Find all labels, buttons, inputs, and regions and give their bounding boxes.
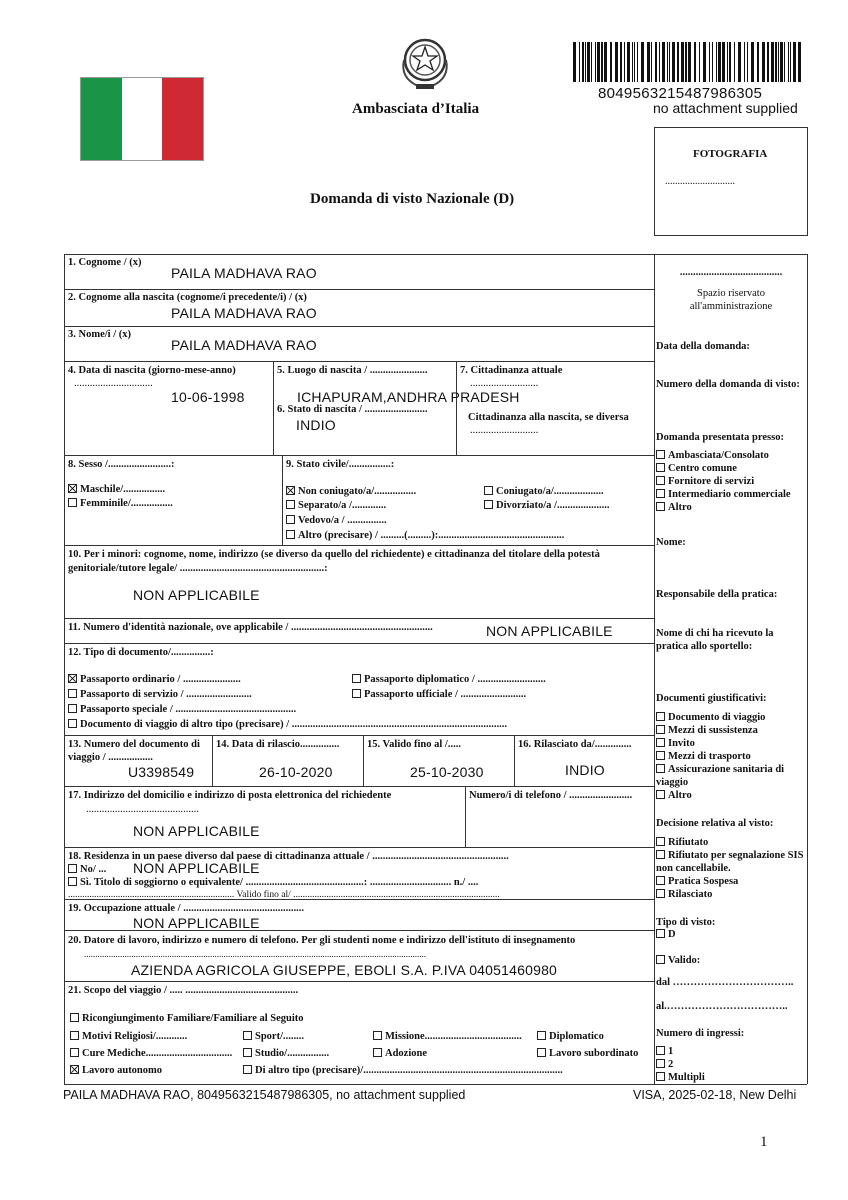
checked-box-icon: [70, 1065, 79, 1074]
barcode-bar: [651, 42, 652, 82]
barcode: [571, 42, 803, 82]
barcode-bar: [662, 42, 665, 82]
residence-yes-option[interactable]: Sì. Titolo di soggiorno o equivalente/ .............................................: ............................... n./ ....: [68, 876, 478, 889]
purpose-employed-option[interactable]: Lavoro subordinato: [537, 1047, 638, 1060]
barcode-bar: [790, 42, 791, 82]
barcode-bar: [620, 42, 622, 82]
birth-date-dots: ..............................: [74, 378, 153, 389]
sidebar-visa-type: Tipo di visto:: [656, 917, 716, 928]
sidebar-decision: Decisione relativa al visto:: [656, 818, 774, 829]
checkbox-icon: [537, 1031, 546, 1040]
sex-female-option[interactable]: Femminile/................: [68, 497, 173, 510]
doc-invitation-option[interactable]: Invito: [656, 738, 695, 751]
barcode-bar: [688, 42, 691, 82]
barcode-bar: [727, 42, 728, 82]
valid-until-label: 15. Valido fino al /.....: [367, 739, 461, 750]
sidebar-number: Numero della domanda di visto:: [656, 379, 800, 390]
doc-insurance-option[interactable]: Assicurazione sanitaria di viaggio: [656, 764, 785, 788]
visa-type-d-option[interactable]: D: [656, 929, 676, 942]
checkbox-icon: [68, 719, 77, 728]
checkbox-icon: [656, 489, 665, 498]
issue-date-label: 14. Data di rilascio...............: [216, 739, 340, 750]
barcode-bar: [615, 42, 618, 82]
italian-flag: [80, 77, 204, 161]
presented-other-option[interactable]: Altro: [656, 502, 692, 515]
barcode-bar: [699, 42, 700, 82]
doc-special-option[interactable]: Passaporto speciale / ..............................................: [68, 703, 296, 716]
guardian-label-line2: genitoriale/tutore legale/ .......................................................:: [68, 563, 328, 574]
entries-1-option[interactable]: 1: [656, 1046, 673, 1059]
barcode-bar: [582, 42, 584, 82]
barcode-bar: [647, 42, 650, 82]
civil-widowed-option[interactable]: Vedovo/a / ...............: [286, 514, 387, 527]
barcode-bar: [775, 42, 777, 82]
purpose-label: 21. Scopo del viaggio / ..... ...........................................: [68, 985, 299, 996]
visa-valid-option[interactable]: Valido:: [656, 955, 700, 968]
barcode-bar: [747, 42, 748, 82]
barcode-note: no attachment supplied: [653, 100, 798, 116]
barcode-bar: [632, 42, 633, 82]
barcode-bar: [703, 42, 706, 82]
national-id-label: 11. Numero d'identità nazionale, ove applicabile / ......................................................: [68, 622, 433, 633]
barcode-bar: [767, 42, 769, 82]
doc-transport-option[interactable]: Mezzi di trasporto: [656, 751, 751, 764]
citizenship-label: 7. Cittadinanza attuale: [460, 365, 563, 376]
sidebar-date: Data della domanda:: [656, 341, 750, 352]
photo-dots: ............................: [665, 176, 735, 187]
checkbox-icon: [68, 689, 77, 698]
citizenship-dots: ..........................: [470, 378, 539, 389]
civil-single-option[interactable]: Non coniugato/a/................: [286, 485, 416, 498]
barcode-bar: [610, 42, 612, 82]
residence-label: 18. Residenza in un paese diverso dal paese di cittadinanza attuale / ....................................................: [68, 851, 509, 862]
doc-other-option[interactable]: Documento di viaggio di altro tipo (precisare) / ..................................................................................: [68, 718, 507, 731]
passport-number-label-2: viaggio / .................: [68, 752, 153, 763]
phone-label: Numero/i di telefono / ........................: [469, 790, 633, 801]
barcode-bar: [780, 42, 783, 82]
birth-place-label: 5. Luogo di nascita / ......................: [277, 365, 428, 376]
barcode-bar: [762, 42, 765, 82]
photo-box: [654, 127, 808, 236]
decision-issued-option[interactable]: Rilasciato: [656, 889, 712, 902]
employer-value: AZIENDA AGRICOLA GIUSEPPE, EBOLI S.A. P.IVA 04051460980: [131, 962, 558, 978]
barcode-bar: [672, 42, 675, 82]
purpose-other-option[interactable]: Di altro tipo (precisare)/............................................................................: [243, 1064, 563, 1077]
residence-no-option[interactable]: No/ ...: [68, 863, 106, 876]
checkbox-icon: [656, 751, 665, 760]
checkbox-icon: [656, 764, 665, 773]
barcode-bar: [685, 42, 687, 82]
decision-refused-option[interactable]: Rifiutato: [656, 837, 708, 850]
checkbox-icon: [656, 837, 665, 846]
doc-means-option[interactable]: Mezzi di sussistenza: [656, 725, 758, 738]
civil-other-option[interactable]: Altro (precisare) / .........(.........):................................................: [286, 529, 564, 542]
barcode-bar: [681, 42, 684, 82]
checked-box-icon: [68, 674, 77, 683]
checkbox-icon: [373, 1031, 382, 1040]
purpose-study-option[interactable]: Studio/................: [243, 1047, 329, 1060]
national-id-value: NON APPLICABILE: [486, 623, 613, 639]
barcode-bar: [579, 42, 580, 82]
sidebar-name: Nome:: [656, 537, 686, 548]
checkbox-icon: [656, 850, 665, 859]
presented-provider-option[interactable]: Fornitore di servizi: [656, 476, 754, 489]
checkbox-icon: [656, 1046, 665, 1055]
emblem-icon: [396, 30, 454, 94]
checkbox-icon: [656, 929, 665, 938]
valid-until-value: 25-10-2030: [410, 764, 484, 780]
barcode-bar: [716, 42, 717, 82]
checkbox-icon: [68, 877, 77, 886]
issue-date-value: 26-10-2020: [259, 764, 333, 780]
barcode-bar: [597, 42, 600, 82]
checkbox-icon: [656, 725, 665, 734]
barcode-bar: [659, 42, 660, 82]
checkbox-icon: [656, 738, 665, 747]
checkbox-icon: [656, 790, 665, 799]
purpose-diplomatic-option[interactable]: Diplomatico: [537, 1030, 604, 1043]
page-number: 1: [760, 1134, 768, 1150]
doc-diplomatic-option[interactable]: Passaporto diplomatico / ..........................: [352, 673, 546, 686]
checkbox-icon: [286, 530, 295, 539]
barcode-bar: [585, 42, 586, 82]
sidebar-valid-from: dal ……………………………..: [656, 977, 794, 988]
barcode-bar: [778, 42, 779, 82]
checked-box-icon: [68, 484, 77, 493]
checkbox-icon: [656, 502, 665, 511]
purpose-religious-option[interactable]: Motivi Religiosi/............: [70, 1030, 187, 1043]
barcode-bar: [624, 42, 625, 82]
barcode-bar: [627, 42, 630, 82]
birth-country-label: 6. Stato di nascita / ........................: [277, 404, 428, 415]
barcode-bar: [601, 42, 603, 82]
barcode-bar: [744, 42, 745, 82]
birth-place-value: ICHAPURAM,ANDHRA PRADESH: [297, 389, 520, 405]
barcode-bar: [637, 42, 638, 82]
presented-intermediary-option[interactable]: Intermediario commerciale: [656, 489, 791, 502]
sidebar-valid-to: al.……………………………..: [656, 1001, 788, 1012]
embassy-name: Ambasciata d’Italia: [352, 101, 480, 117]
birth-country-value: INDIO: [296, 417, 336, 433]
residence-valid-until: ...................................................................... Valido fino al/ .......................................................................................: [68, 890, 500, 900]
doc-service-option[interactable]: Passaporto di servizio / .........................: [68, 688, 252, 701]
decision-suspended-option[interactable]: Pratica Sospesa: [656, 876, 738, 889]
barcode-bar: [788, 42, 789, 82]
entries-multiple-option[interactable]: Multipli: [656, 1072, 705, 1085]
civil-married-option[interactable]: Coniugato/a/...................: [484, 485, 604, 498]
checkbox-icon: [286, 500, 295, 509]
checkbox-icon: [656, 889, 665, 898]
purpose-mission-option[interactable]: Missione.....................................: [373, 1030, 522, 1043]
checkbox-icon: [656, 476, 665, 485]
checkbox-icon: [373, 1048, 382, 1057]
civil-separated-option[interactable]: Separato/a /.............: [286, 499, 386, 512]
sidebar-documents: Documenti giustificativi:: [656, 693, 767, 704]
checkbox-icon: [656, 1059, 665, 1068]
checkbox-icon: [537, 1048, 546, 1057]
doc-other-admin-option[interactable]: Altro: [656, 790, 692, 803]
surname-value: PAILA MADHAVA RAO: [171, 265, 317, 281]
barcode-bar: [641, 42, 644, 82]
residence-value: NON APPLICABILE: [133, 860, 260, 876]
barcode-bar: [771, 42, 774, 82]
barcode-bar: [722, 42, 725, 82]
barcode-bar: [784, 42, 785, 82]
doc-official-option[interactable]: Passaporto ufficiale / .........................: [352, 688, 526, 701]
footer-applicant: PAILA MADHAVA RAO, 8049563215487986305, no attachment supplied: [63, 1088, 466, 1102]
sidebar-manager: Responsabile della pratica:: [656, 589, 778, 600]
sex-label: 8. Sesso /........................:: [68, 459, 175, 470]
barcode-bar: [751, 42, 754, 82]
footer-visa-info: VISA, 2025-02-18, New Delhi: [633, 1088, 797, 1102]
presented-common-centre-option[interactable]: Centro comune: [656, 463, 737, 476]
presented-embassy-option[interactable]: Ambasciata/Consolato: [656, 450, 769, 463]
barcode-bar: [729, 42, 731, 82]
birth-surname-label: 2. Cognome alla nascita (cognome/i precedente/i) / (x): [68, 292, 307, 303]
checkbox-icon: [352, 674, 361, 683]
barcode-bar: [591, 42, 592, 82]
checkbox-icon: [656, 876, 665, 885]
checkbox-icon: [243, 1031, 252, 1040]
sex-male-option[interactable]: Maschile/................: [68, 483, 165, 496]
decision-sis-option[interactable]: Rifiutato per segnalazione SIS non cancellabile.: [656, 850, 804, 874]
barcode-bar: [793, 42, 796, 82]
purpose-family-option[interactable]: Ricongiungimento Familiare/Familiare al Seguito: [70, 1012, 304, 1025]
checkbox-icon: [70, 1031, 79, 1040]
purpose-adoption-option[interactable]: Adozione: [373, 1047, 427, 1060]
guardian-value: NON APPLICABILE: [133, 587, 260, 603]
sidebar-top-dots: .......................................: [679, 267, 783, 278]
birth-date-label: 4. Data di nascita (giorno-mese-anno): [68, 365, 236, 376]
barcode-bar: [712, 42, 713, 82]
checkbox-icon: [70, 1048, 79, 1057]
purpose-sport-option[interactable]: Sport/........: [243, 1030, 304, 1043]
entries-2-option[interactable]: 2: [656, 1059, 673, 1072]
barcode-bar: [677, 42, 679, 82]
document-type-label: 12. Tipo di documento/...............:: [68, 647, 214, 658]
form-title: Domanda di visto Nazionale (D): [310, 191, 515, 207]
checkbox-icon: [68, 498, 77, 507]
civil-divorced-option[interactable]: Divorziato/a /....................: [484, 499, 609, 512]
sidebar-received: Nome di chi ha ricevuto la pratica allo sportello:: [656, 628, 774, 652]
barcode-bar: [655, 42, 657, 82]
barcode-bar: [604, 42, 607, 82]
doc-travel-option[interactable]: Documento di viaggio: [656, 712, 765, 725]
checkbox-icon: [352, 689, 361, 698]
birth-citizenship-dots: ..........................: [470, 425, 539, 436]
purpose-self-employed-option[interactable]: Lavoro autonomo: [70, 1064, 162, 1077]
barcode-bar: [667, 42, 668, 82]
barcode-bar: [634, 42, 635, 82]
checkbox-icon: [656, 712, 665, 721]
checkbox-icon: [286, 515, 295, 524]
purpose-medical-option[interactable]: Cure Mediche.................................: [70, 1047, 232, 1060]
surname-label: 1. Cognome / (x): [68, 257, 142, 268]
barcode-bar: [757, 42, 759, 82]
barcode-bar: [798, 42, 801, 82]
first-name-label: 3. Nome/i / (x): [68, 329, 131, 340]
guardian-label-line1: 10. Per i minori: cognome, nome, indirizzo (se diverso da quello del richiedente) e cittadinanza del titolare della potestà: [68, 549, 600, 560]
civil-status-label: 9. Stato civile/................:: [286, 459, 395, 470]
address-label: 17. Indirizzo del domicilio e indirizzo di posta elettronica del richiedente: [68, 790, 392, 801]
employer-dots: ........................................................................................................................................................: [84, 949, 426, 959]
occupation-label: 19. Occupazione attuale / ..............................................: [68, 903, 304, 914]
barcode-bar: [718, 42, 721, 82]
barcode-bar: [573, 42, 576, 82]
checkbox-icon: [484, 486, 493, 495]
checkbox-icon: [656, 463, 665, 472]
barcode-bar: [709, 42, 710, 82]
barcode-bar: [694, 42, 696, 82]
passport-number-label-1: 13. Numero del documento di: [68, 739, 200, 750]
issued-by-label: 16. Rilasciato da/..............: [518, 739, 632, 750]
checkbox-icon: [243, 1048, 252, 1057]
birth-surname-value: PAILA MADHAVA RAO: [171, 305, 317, 321]
checkbox-icon: [70, 1013, 79, 1022]
checkbox-icon: [484, 500, 493, 509]
sidebar-entries: Numero di ingressi:: [656, 1028, 745, 1039]
birth-date-value: 10-06-1998: [171, 389, 245, 405]
sidebar-reserved: Spazio riservato all'amministrazione: [689, 288, 773, 312]
checkbox-icon: [68, 704, 77, 713]
checkbox-icon: [243, 1065, 252, 1074]
checked-box-icon: [286, 486, 295, 495]
barcode-bar: [738, 42, 741, 82]
sidebar-presented: Domanda presentata presso:: [656, 432, 784, 443]
checkbox-icon: [68, 864, 77, 873]
passport-number-value: U3398549: [128, 764, 195, 780]
photo-label: FOTOGRAFIA: [693, 148, 768, 160]
issued-by-value: INDIO: [565, 762, 605, 778]
birth-citizenship-label: Cittadinanza alla nascita, se diversa: [468, 412, 629, 423]
barcode-bar: [734, 42, 735, 82]
address-dots: ...........................................: [86, 804, 199, 815]
checkbox-icon: [656, 1072, 665, 1081]
address-value: NON APPLICABILE: [133, 823, 260, 839]
occupation-value: NON APPLICABILE: [133, 915, 260, 931]
checkbox-icon: [656, 450, 665, 459]
barcode-bar: [669, 42, 670, 82]
first-name-value: PAILA MADHAVA RAO: [171, 337, 317, 353]
barcode-number: 8049563215487986305: [598, 85, 763, 102]
employer-label: 20. Datore di lavoro, indirizzo e numero di telefono. Per gli studenti nome e indirizzo dell'istituto di insegnamento: [68, 935, 576, 946]
barcode-bar: [587, 42, 590, 82]
doc-ordinary-option[interactable]: Passaporto ordinario / ......................: [68, 673, 241, 686]
checkbox-icon: [656, 955, 665, 964]
barcode-bar: [595, 42, 596, 82]
